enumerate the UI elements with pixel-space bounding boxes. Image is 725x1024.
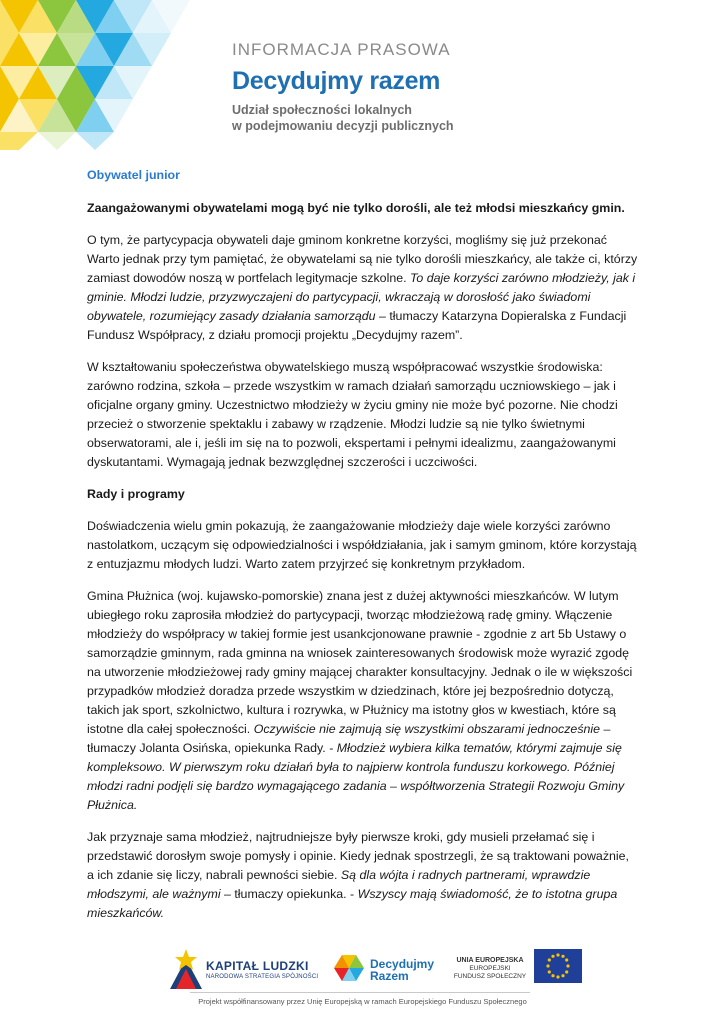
header-subtitle [232,102,454,134]
paragraph-1 [87,231,639,345]
article-body [87,166,639,936]
paragraph-4 [87,587,639,815]
p1-quote: To daje korzyści zarówno młodzieży, jak i gminie. Młodzi ludzie, przyzwyczajeni do partycypacji, wkraczają w dorosłość jako świadomi obywatele, rozumiejący zasady działania samorządu [87,271,636,323]
p4-quote-1: Oczywiście nie zajmują się wszystkimi obszarami jednocześnie – [253,722,611,736]
p1-text-c: – tłumaczy Katarzyna Dopieralska z Fundacji Fundusz Współpracy, z działu promocji projektu „Decydujmy razem”. [87,309,627,342]
p4-text-a: Gmina Płużnica (woj. kujawsko-pomorskie) znana jest z dużej aktywności mieszkańców. W lutym ubiegłego roku zaprosiła młodzież do partycypacji, tworząc młodzieżową radę gminy. Włączenie młodzieży do współpracy w takiej formie jest usankcjonowane prawnie - zgodnie z art 5b Ustawy o samorządzie gminnym, rada gminna na wniosek zainteresowanych środowisk może wyrazić zgodę na utworzenie młodzieżowej rady gminy mającej charakter konsultacyjny. Jednak o ile w większości przypadków młodzież doradza przede wszystkim w dziedzinach, które jej bezpośrednio dotyczą, takich jak sport, szkolnictwo, kultura i rozrywka, w Płużnicy ma istotny głos w kwestiach, które są istotne dla całej społeczności. [87,589,633,736]
section-label: Obywatel junior [87,168,180,182]
header-kicker: INFORMACJA PRASOWA [232,40,451,59]
kapital-ludzki-title: KAPITAŁ LUDZKI [206,959,309,973]
decydujmy-razem-wordmark [370,958,434,982]
lead-paragraph: Zaangażowanymi obywatelami mogą być nie tylko dorośli, ale też młodsi mieszkańcy gmin. [87,201,625,215]
paragraph-3: Doświadczenia wielu gmin pokazują, że zaangażowanie młodzieży daje wiele korzyści zarówno nastolatkom, uczącym się odpowiedzialności i współdziałania, jak i samym gminom, które korzystają z entuzjazmu młodych ludzi. Warto zatem przyjrzeć się konkretnym przykładom. [87,519,637,571]
header-text [232,40,454,134]
triangle-mosaic-logo [0,0,230,150]
header-title: Decydujmy razem [232,67,441,95]
kapital-ludzki-star-icon [170,949,202,989]
kapital-ludzki-subtitle: NARODOWA STRATEGIA SPÓJNOŚCI [206,974,319,980]
ue-line2: EUROPEJSKI [469,965,511,972]
p5-text-c: – tłumaczy opiekunka. - [220,887,358,901]
p4-text-c: tłumaczy Jolanta Osińska, opiekunka Rady. - [87,741,337,755]
paragraph-5 [87,828,639,923]
dr-line1: Decydujmy [370,957,435,971]
subheading: Rady i programy [87,487,185,501]
decydujmy-razem-flower-icon [332,953,366,983]
eu-flag-icon [534,949,582,983]
footer-logos [160,945,570,995]
footer-divider [190,992,530,993]
p5-quote-1: Są dla wójta i radnych partnerami, wprawdzie młodszymi, ale ważnymi [87,868,591,901]
footer-note: Projekt współfinansowany przez Unię Europejską w ramach Europejskiego Funduszu Społecznego [198,997,527,1006]
header-subtitle-line2: w podejmowaniu decyzji publicznych [232,119,454,133]
ue-text [445,957,535,981]
ue-line1: UNIA EUROPEJSKA [456,957,524,964]
p5-quote-2: Wszyscy mają świadomość, że to istotna grupa mieszkańców. [87,887,618,920]
p1-text-a: O tym, że partycypacja obywateli daje gminom konkretne korzyści, mogliśmy się już przekonać Warto jednak przy tym pamiętać, że obywatelami są nie tylko dorośli mieszkańcy, ale także ci, którzy zamiast dowodów noszą w portfelach legitymacje szkolne. [87,233,638,285]
ue-line3: FUNDUSZ SPOŁECZNY [453,973,527,980]
dr-line2: Razem [370,969,409,983]
p4-quote-2: Młodzież wybiera kilka tematów, którymi zajmuje się kompleksowo. W pierwszym roku działań była to najpierw kontrola funduszu korkowego. Później młodzi radni podjęli się bardzo wymagającego zadania – współtworzenia Strategii Rozwoju Gminy Płużnica. [87,741,625,812]
p5-text-a: Jak przyznaje sama młodzież, najtrudniejsze były pierwsze kroki, gdy musieli przełamać się i przedstawić dorosłym swoje pomysły i opinie. Kiedy jednak spostrzegli, że są traktowani poważnie, a ich zdanie się liczy, nabrali pewności siebie. [87,830,629,882]
header-subtitle-line1: Udział społeczności lokalnych [232,103,412,117]
paragraph-2: W kształtowaniu społeczeństwa obywatelskiego muszą współpracować wszystkie środowiska: zarówno rodzina, szkoła – przede wszystkim w ramach działań samorządu uczniowskiego – jak i oficjalne organy gminy. Uczestnictwo młodzieży w życiu gminy nie może być pozorne. Nie chodzi przecież o stworzenie spektaklu i zabawy w rządzenie. Młodzi ludzie są nie tylko świetnymi obserwatorami, ale i, jeśli im się na to pozwoli, ekspertami i pełnymi idealizmu, zaangażowanymi dyskutantami. Wymagają jednak bezwzględnej szczerości i uczciwości. [87,360,618,469]
